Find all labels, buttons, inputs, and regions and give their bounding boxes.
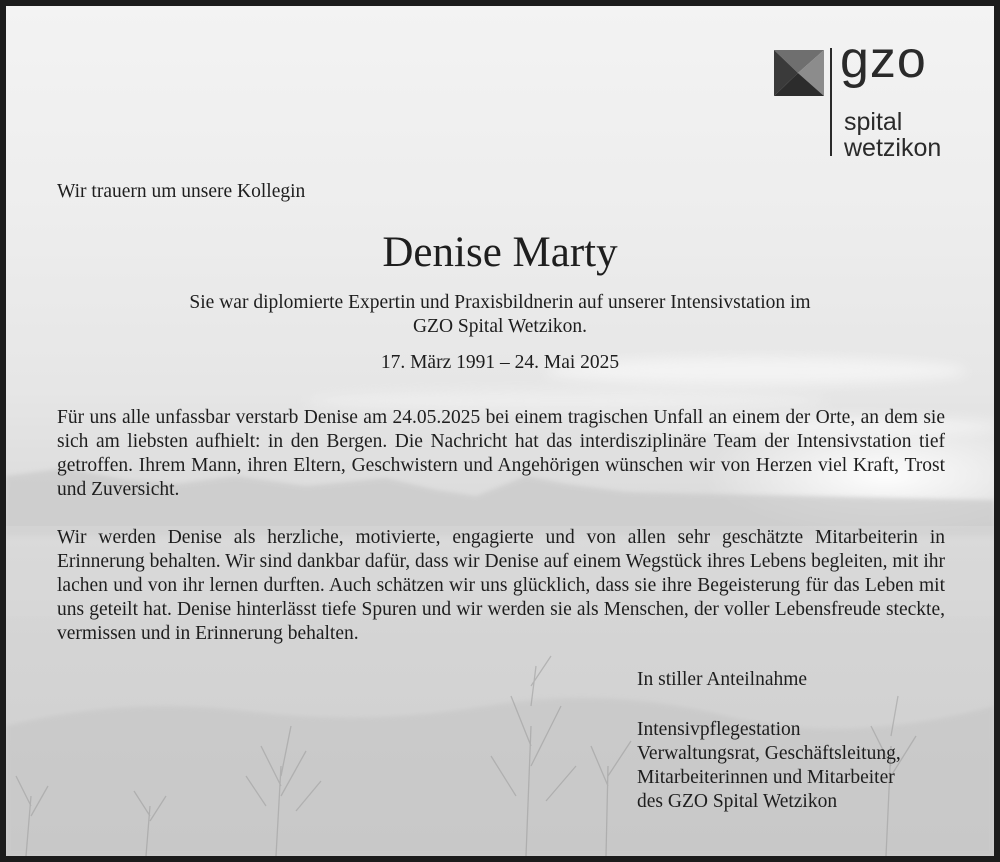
subtitle-line-1: Sie war diplomierte Expertin und Praxisbildnerin auf unserer Intensivstation im <box>189 292 811 313</box>
life-dates: 17. März 1991 – 24. Mai 2025 <box>380 352 620 373</box>
signers-block <box>637 718 901 814</box>
signer-line: Intensivpflegestation <box>637 719 801 740</box>
paragraph-1: Für uns alle unfassbar verstarb Denise am 24.05.2025 bei einem tragischen Unfall an einem der Orte, an dem sie sich am liebsten aufhielt: in den Bergen. Die Nachricht hat das interdisziplinäre Team der Intensivstation tief getroffen. Ihrem Mann, ihren Eltern, Geschwistern und Angehörigen wünschen wir von Herzen viel Kraft, Trost und Zuversicht. <box>57 407 945 500</box>
gzo-triangle-logo-mark-icon <box>774 50 824 96</box>
gzo-spital-wetzikon-logo <box>774 31 954 162</box>
closing-line: In stiller Anteilnahme <box>637 669 808 690</box>
signer-line: Mitarbeiterinnen und Mitarbeiter <box>637 767 895 788</box>
intro-line: Wir trauern um unsere Kollegin <box>57 181 306 202</box>
deceased-name: Denise Marty <box>382 229 618 276</box>
paragraph-2: Wir werden Denise als herzliche, motivierte, engagierte und von allen sehr geschätzte Mitarbeiterin in Erinnerung behalten. Wir sind dankbar dafür, dass wir Denise auf einem Wegstück ihres Lebens begleiten, mit ihr lachen und von ihr lernen durften. Auch schätzen wir uns glücklich, dass sie ihre Begeisterung für das Leben mit uns geteilt hat. Denise hinterlässt tiefe Spuren und wir werden sie als Menschen, der voller Lebensfreude steckte, vermissen und in Erinnerung behalten. <box>57 527 945 644</box>
signer-line: des GZO Spital Wetzikon <box>637 791 838 812</box>
subtitle <box>136 291 864 339</box>
logo-brand-text: gzo <box>840 31 927 89</box>
logo-divider <box>830 48 832 156</box>
logo-wetzikon-text: wetzikon <box>844 134 942 162</box>
subtitle-line-2: GZO Spital Wetzikon. <box>412 316 588 337</box>
logo-spital-text: spital <box>844 108 903 136</box>
signer-line: Verwaltungsrat, Geschäftsleitung, <box>637 743 901 764</box>
